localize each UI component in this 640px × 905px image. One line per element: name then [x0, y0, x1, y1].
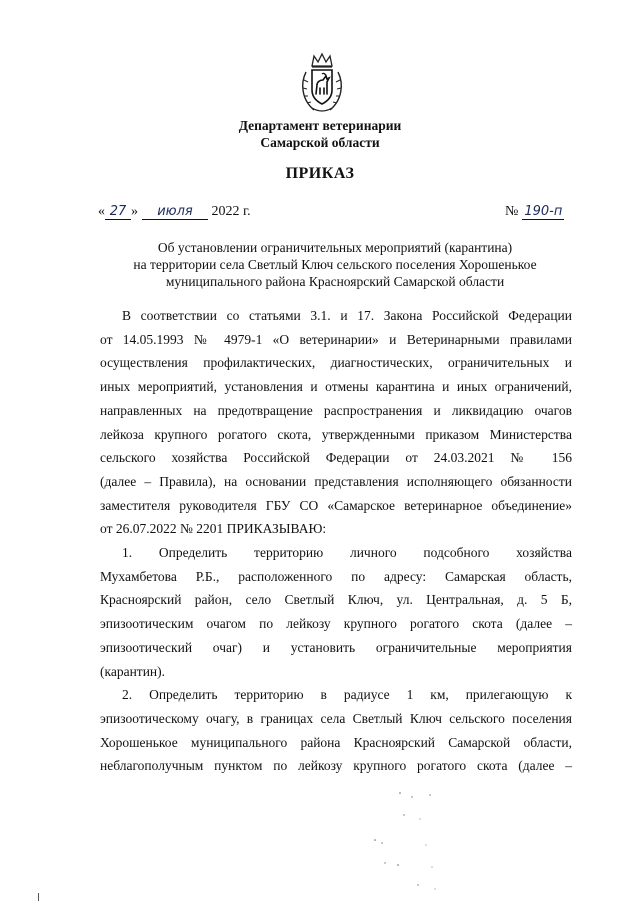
number-handwritten: 190-п [524, 204, 563, 219]
body-line: заместителя руководителя ГБУ СО «Самарское ветеринарное объединение» [100, 497, 572, 513]
order-number [505, 204, 564, 220]
order-body [100, 304, 572, 778]
body-line: осуществления профилактических, диагностических, ограничительных и [100, 355, 572, 371]
body-line: лейкоза крупного рогатого скота, утвержденными приказом Министерства [100, 426, 572, 442]
date-day-handwritten: 27 [105, 204, 131, 220]
body-line: от 14.05.1993 № 4979-1 «О ветеринарии» и Ветеринарными правилами [100, 331, 572, 347]
body-line: 2. Определить территорию в радиусе 1 км, прилегающую к [122, 687, 572, 703]
body-line: Хорошенькое муниципального района Красноярский Самарской области, [100, 734, 572, 750]
date-month-handwritten: июля [142, 204, 208, 220]
body-line: иных мероприятий, установления и отмены карантина и иных ограничений, [100, 379, 572, 395]
scan-specks [360, 785, 450, 895]
scan-edge-mark [38, 893, 39, 901]
date-year: 2022 г. [211, 204, 251, 219]
body-line: эпизоотическим очагом по лейкозу крупного рогатого скота (далее – [100, 616, 572, 632]
department-line-1: Департамент ветеринарии [238, 118, 402, 133]
subject-line-1: Об установлении ограничительных мероприятий (карантина) [157, 240, 513, 255]
body-line: В соответствии со статьями 3.1. и 17. Закона Российской Федерации [122, 308, 572, 323]
body-line: (далее – Правила), на основании представления исполняющего обязанности [100, 473, 572, 489]
body-line: от 26.07.2022 № 2201 ПРИКАЗЫВАЮ: [100, 521, 327, 537]
order-date [98, 204, 251, 220]
body-line: Красноярский район, село Светлый Ключ, ул. Центральная, д. 5 Б, [100, 592, 572, 608]
body-line: направленных на предотвращение распространения и ликвидацию очагов [100, 402, 572, 418]
date-quote-close: » [131, 204, 138, 219]
body-line: (карантин). [100, 663, 166, 679]
body-line: эпизоотическому очагу, в границах села Светлый Ключ сельского поселения [100, 710, 572, 726]
number-sign: № [505, 204, 519, 219]
subject-line-2: на территории села Светлый Ключ сельского поселения Хорошенькое [133, 257, 537, 272]
body-line: неблагополучным пунктом по лейкозу крупного рогатого скота (далее – [100, 758, 572, 774]
subject-line-3: муниципального района Красноярский Самарской области [165, 274, 505, 289]
body-line: эпизоотический очаг) и установить ограничительные мероприятия [100, 639, 572, 655]
body-line: 1. Определить территорию личного подсобного хозяйства [122, 545, 572, 561]
body-line: сельского хозяйства Российской Федерации от 24.03.2021 № 156 [100, 450, 572, 466]
department-name [0, 117, 640, 151]
samara-coat-of-arms-icon [298, 52, 346, 114]
document-type-title: ПРИКАЗ [285, 165, 355, 182]
department-line-2: Самарской области [260, 135, 380, 150]
body-line: Мухамбетова Р.Б., расположенного по адресу: Самарская область, [100, 568, 572, 584]
date-quote-open: « [98, 204, 105, 219]
order-subject [100, 239, 570, 290]
